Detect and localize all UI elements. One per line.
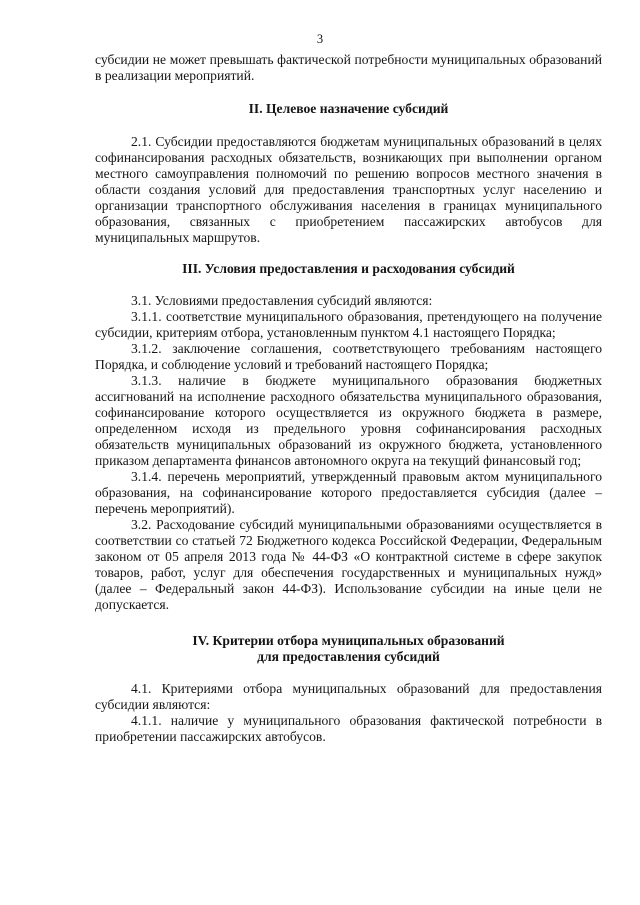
paragraph-3-1: 3.1. Условиями предоставления субсидий являются:: [131, 293, 433, 308]
paragraph-3-1-1: 3.1.1. соответствие муниципального образования, претендующего на получение субсидии, критериям отбора, установленным пунктом 4.1 настоящего Порядка;: [95, 309, 602, 340]
paragraph-4-1: 4.1. Критериями отбора муниципальных образований для предоставления субсидии являются:: [95, 681, 602, 712]
document-body: [95, 52, 602, 745]
page-number: 3: [316, 32, 324, 46]
paragraph-2-1: 2.1. Субсидии предоставляются бюджетам муниципальных образований в целях софинансирования расходных обязательств, возникающих при выполнении органом местного самоуправления полномочий по решению вопросов местного значения в области создания условий для предоставления транспортных услуг населению и организации транспортного обслуживания населения в границах муниципального образования, связанных с приобретением пассажирских автобусов для муниципальных маршрутов.: [95, 134, 602, 245]
paragraph-3-1-2: 3.1.2. заключение соглашения, соответствующего требованиям настоящего Порядка, и соблюдение условий и требований настоящего Порядка;: [95, 341, 602, 372]
section-4-heading: [95, 633, 602, 665]
paragraph-3-1-3: 3.1.3. наличие в бюджете муниципального образования бюджетных ассигнований на исполнение расходного обязательства муниципального образования, софинансирование которого осуществляется из окружного бюджета в размере, определенном исходя из предельного уровня софинансирования расходных обязательств муниципальных образований из окружного бюджета, установленного приказом департамента финансов автономного округа на текущий финансовый год;: [95, 373, 602, 468]
section-2-heading: II. Целевое назначение субсидий: [248, 101, 449, 116]
paragraph-3-1-4: 3.1.4. перечень мероприятий, утвержденный правовым актом муниципального образования, на софинансирование которого предоставляется субсидия (далее – перечень мероприятий).: [95, 469, 602, 516]
intro-paragraph: субсидии не может превышать фактической потребности муниципальных образований в реализации мероприятий.: [95, 52, 602, 83]
paragraph-3-2: 3.2. Расходование субсидий муниципальными образованиями осуществляется в соответствии со статьей 72 Бюджетного кодекса Российской Федерации, Федеральным законом от 05 апреля 2013 года № 44-ФЗ «О контрактной системе в сфере закупок товаров, работ, услуг для обеспечения государственных и муниципальных нужд» (далее – Федеральный закон 44-ФЗ). Использование субсидии на иные цели не допускается.: [95, 517, 602, 612]
paragraph-4-1-1: 4.1.1. наличие у муниципального образования фактической потребности в приобретении пассажирских автобусов.: [95, 713, 602, 744]
section-3-heading: III. Условия предоставления и расходования субсидий: [182, 261, 515, 276]
section-4-heading-line-2: для предоставления субсидий: [257, 649, 440, 664]
section-4-heading-line-1: IV. Критерии отбора муниципальных образований: [192, 633, 505, 648]
